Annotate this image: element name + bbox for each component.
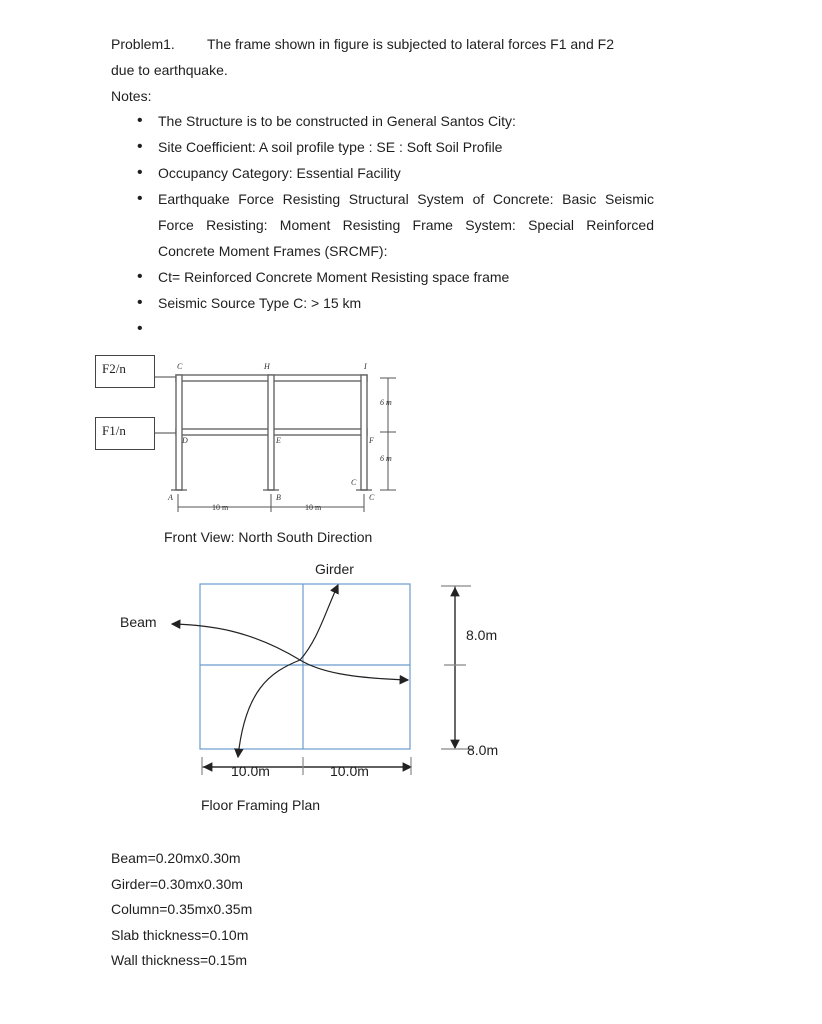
dim-story-top: 6 m [380, 398, 392, 407]
force-f1-box: F1/n [95, 417, 155, 450]
note-location: • The Structure is to be constructed in General Santos City: [158, 112, 516, 130]
dim-vertical-top: 8.0m [466, 627, 498, 643]
member-girder: Girder=0.30mx0.30m [111, 876, 243, 892]
front-view-caption: Front View: North South Direction [164, 529, 373, 545]
note-occupancy: • Occupancy Category: Essential Facility [158, 164, 401, 182]
member-slab: Slab thickness=0.10m [111, 927, 249, 943]
member-column: Column=0.35mx0.35m [111, 901, 253, 917]
node-label-d: D [182, 436, 188, 445]
dim-horizontal-left: 10.0m [231, 763, 270, 779]
node-label-c-top: C [177, 362, 183, 371]
problem-statement-line2: due to earthquake. [111, 62, 228, 78]
dim-vertical-bottom: 8.0m [467, 742, 499, 758]
plan-grid [200, 584, 410, 749]
problem-label: Problem1. [111, 36, 175, 52]
floor-plan-caption: Floor Framing Plan [201, 797, 321, 813]
node-label-c-bottom: C [369, 493, 375, 502]
dim-story-bottom: 6 m [380, 454, 392, 463]
node-label-b: B [276, 493, 281, 502]
note-system-line3: Concrete Moment Frames (SRCMF): [158, 243, 388, 259]
note-seismic-source: • Seismic Source Type C: > 15 km [158, 294, 361, 312]
problem-statement-line1: The frame shown in figure is subjected to lateral forces F1 and F2 [207, 36, 614, 52]
dim-horizontal-right: 10.0m [330, 763, 369, 779]
node-label-a: A [168, 493, 173, 502]
member-wall: Wall thickness=0.15m [111, 952, 248, 968]
node-label-c-mid: C [351, 478, 357, 487]
node-label-e: E [276, 436, 281, 445]
note-site-coefficient: • Site Coefficient: A soil profile type : SE : Soft Soil Profile [158, 138, 502, 156]
dim-bay-left: 10 m [212, 503, 229, 512]
force-f2-box: F2/n [95, 355, 155, 388]
note-ct: • Ct= Reinforced Concrete Moment Resisting space frame [158, 268, 509, 286]
girder-label: Girder [315, 561, 354, 577]
node-label-i: I [364, 362, 367, 371]
note-system-line2: Force Resisting: Moment Resisting Frame System: Special Reinforced [158, 217, 654, 233]
node-label-h: H [264, 362, 270, 371]
note-system-line1: • Earthquake Force Resisting Structural System of Concrete: Basic Seismic [158, 190, 654, 208]
node-label-f: F [369, 436, 374, 445]
notes-heading: Notes: [111, 88, 152, 104]
dim-bay-right: 10 m [305, 503, 322, 512]
member-beam: Beam=0.20mx0.30m [111, 850, 241, 866]
beam-label: Beam [120, 614, 157, 630]
